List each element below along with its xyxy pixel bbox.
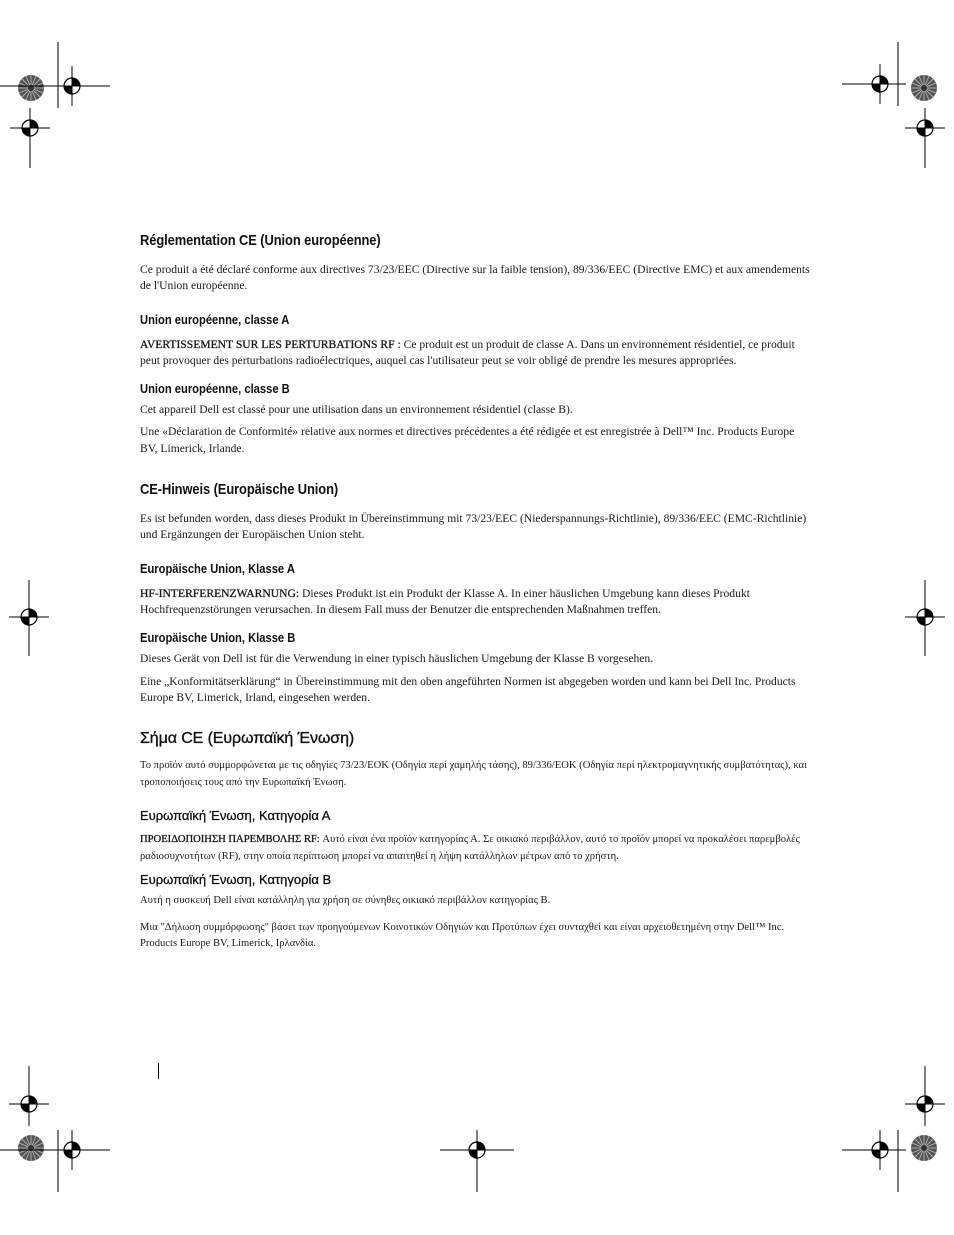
warning-lead: HF-INTERFERENZWARNUNG:	[140, 586, 300, 600]
declaration-paragraph: Μια "Δήλωση συμμόρφωσης" βάσει των προηγούμενων Κοινοτικών Οδηγιών και Προτύπων έχει συνταχθεί και είναι αρχειοθετημένη στην Dell™ Inc. Products Europe BV, Limerick, Ιρλανδία.	[140, 921, 785, 950]
section-german	[140, 481, 814, 706]
class-a-paragraph	[140, 337, 814, 370]
class-b-paragraph: Αυτή η συσκευή Dell είναι κατάλληλη για χρήση σε σύνηθες οικιακό περιβάλλον κατηγορίας Β.	[140, 895, 551, 907]
page-body	[140, 232, 814, 953]
section-heading: Σήμα CE (Ευρωπαϊκή Ένωση)	[140, 730, 355, 748]
class-b-paragraph: Cet appareil Dell est classé pour une utilisation dans un environnement résidentiel (classe B).	[140, 403, 573, 417]
warning-lead: AVERTISSEMENT SUR LES PERTURBATIONS RF :	[140, 337, 401, 351]
section-intro: Ce produit a été déclaré conforme aux directives 73/23/EEC (Directive sur la faible tension), 89/336/EEC (Directive EMC) et aux amendements de l'Union européenne.	[140, 263, 810, 293]
class-a-paragraph	[140, 586, 814, 619]
section-french	[140, 232, 814, 457]
class-b-paragraph: Dieses Gerät von Dell ist für die Verwendung in einer typisch häuslichen Umgebung der Klasse B vorgesehen.	[140, 652, 654, 666]
color-starburst-mark	[18, 1135, 44, 1161]
color-starburst-mark	[911, 75, 937, 101]
color-starburst-mark	[911, 1135, 937, 1161]
class-b-heading: Union européenne, classe B	[140, 381, 290, 397]
class-a-paragraph	[140, 832, 814, 865]
section-heading: Réglementation CE (Union européenne)	[140, 232, 381, 249]
section-heading: CE-Hinweis (Europäische Union)	[140, 481, 339, 499]
section-greek	[140, 730, 814, 953]
class-a-heading: Ευρωπαϊκή Ένωση, Κατηγορία Α	[140, 808, 331, 824]
section-intro: Το προϊόν αυτό συμμορφώνεται με τις οδηγίες 73/23/ΕΟΚ (Οδηγία περί χαμηλής τάσης), 89/336/ΕΟΚ (Οδηγία περί ηλεκτρομαγνητικής συμβατότητας), και τροποποιήσεις τους από την Ευρωπαϊκή Ένωση.	[140, 760, 807, 788]
class-a-heading: Union européenne, classe A	[140, 311, 290, 327]
warning-text: Ce produit est un produit de classe A. Dans un environnement résidentiel, ce produit peut provoquer des perturbations radioélectriques, auquel cas l'utilisateur peut se voir obligé de prendre les mesures appropriées.	[140, 337, 795, 367]
class-b-heading: Ευρωπαϊκή Ένωση, Κατηγορία Β	[140, 872, 332, 888]
declaration-paragraph: Eine „Konformitätserklärung“ in Übereinstimmung mit den oben angeführten Normen ist abgegeben worden und kann bei Dell Inc. Products Europe BV, Limerick, Irland, eingesehen werden.	[140, 674, 796, 704]
warning-text: Dieses Produkt ist ein Produkt der Klasse A. In einer häuslichen Umgebung kann dieses Produkt Hochfrequenzstörungen verursachen. In diesem Fall muss der Benutzer die entsprechenden Maßnahmen treffen.	[140, 586, 750, 616]
warning-text: Αυτό είναι ένα προϊόν κατηγορίας Α. Σε οικιακό περιβάλλον, αυτό το προϊόν μπορεί να προκαλέσει παρεμβολές ραδιοσυχνοτήτων (RF), στην οποία περίπτωση μπορεί να απαιτηθεί η λήψη κατάλληλων μέτρων από το χρήστη.	[140, 834, 800, 862]
color-starburst-mark	[18, 75, 44, 101]
section-intro: Es ist befunden worden, dass dieses Produkt in Übereinstimmung mit 73/23/EEC (Niederspannungs-Richtlinie), 89/336/EEC (EMC-Richtlinie) und Ergänzungen der Europäischen Union steht.	[140, 512, 807, 542]
class-a-heading: Europäische Union, Klasse A	[140, 560, 295, 576]
class-b-heading: Europäische Union, Klasse B	[140, 630, 296, 646]
declaration-paragraph: Une «Déclaration de Conformité» relative aux normes et directives précédentes a été rédigée et est enregistrée à Dell™ Inc. Products Europe BV, Limerick, Irlande.	[140, 425, 795, 455]
warning-lead: ΠΡΟΕΙΔΟΠΟΙΗΣΗ ΠΑΡΕΜΒΟΛΗΣ RF:	[140, 834, 320, 846]
page-folio-rule	[158, 1063, 159, 1079]
